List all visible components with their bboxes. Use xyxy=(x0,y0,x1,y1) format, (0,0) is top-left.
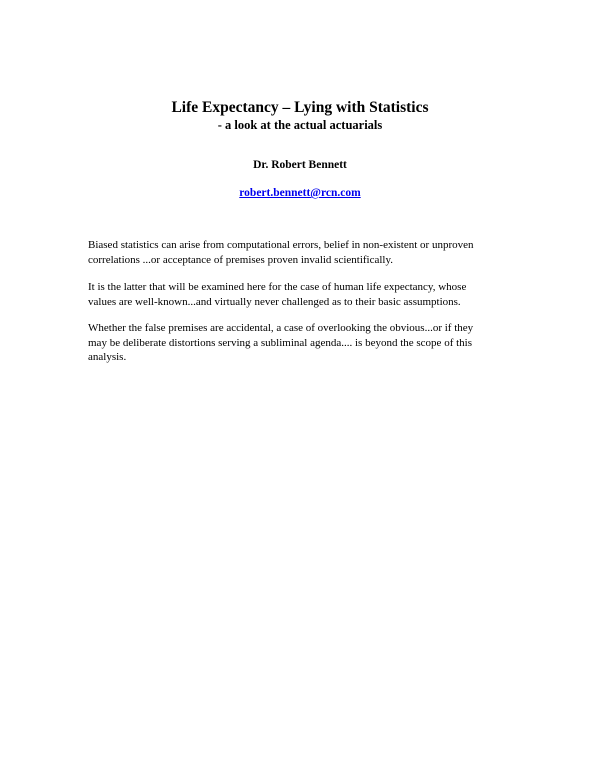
paragraph-line: values are well-known...and virtually never challenged as to their basic assumptions. xyxy=(88,295,461,308)
paragraph-2 xyxy=(88,280,520,309)
paragraph-line: may be deliberate distortions serving a subliminal agenda.... is beyond the scope of this xyxy=(88,336,472,349)
paragraph-3 xyxy=(88,321,520,365)
paragraph-1 xyxy=(88,238,520,267)
document-title: Life Expectancy – Lying with Statistics xyxy=(171,99,429,116)
author-name: Dr. Robert Bennett xyxy=(253,159,347,171)
email-container xyxy=(0,185,600,200)
paragraph-line: analysis. xyxy=(88,351,127,363)
paragraph-line: Biased statistics can arise from computational errors, belief in non-existent or unproven xyxy=(88,239,474,251)
paragraph-line: It is the latter that will be examined here for the case of human life expectancy, whose xyxy=(88,281,467,293)
paragraph-line: correlations ...or acceptance of premises proven invalid scientifically. xyxy=(88,253,394,266)
paragraph-line: Whether the false premises are accidental, a case of overlooking the obvious...or if they xyxy=(88,322,474,334)
author-email-link[interactable]: robert.bennett@rcn.com xyxy=(239,187,361,199)
document-subtitle: - a look at the actual actuarials xyxy=(217,118,383,132)
